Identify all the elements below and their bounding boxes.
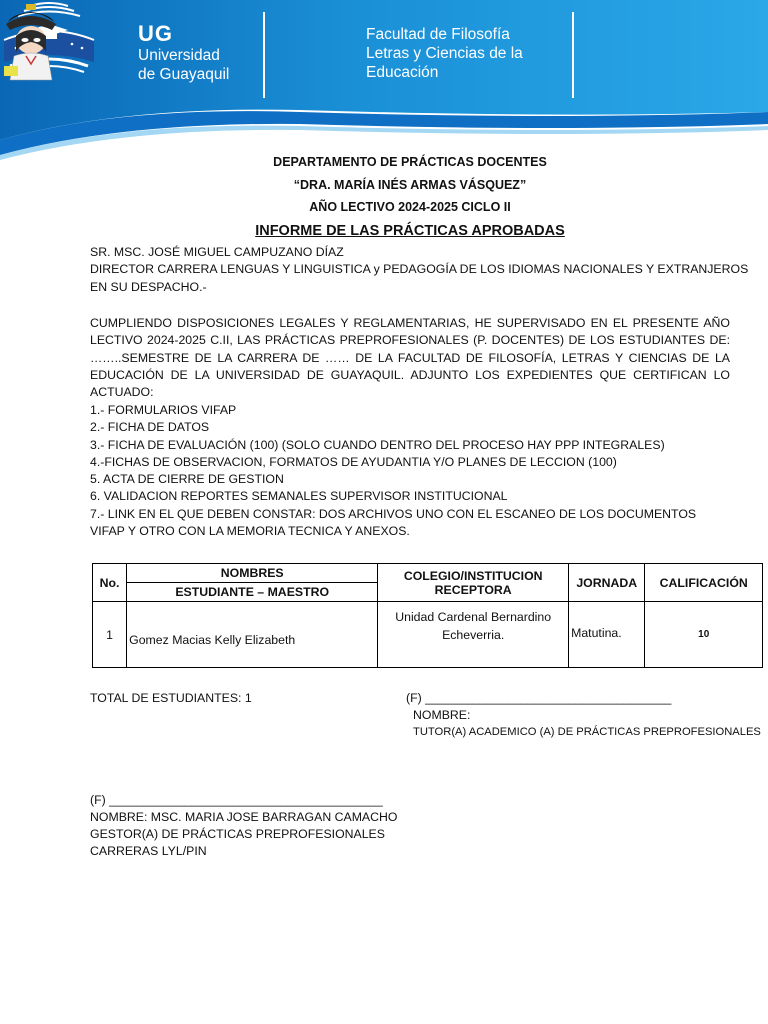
tutor-signature-line: (F) ____________________________________	[406, 691, 672, 705]
header-colegio-line2: RECEPTORA	[434, 582, 512, 597]
gestor-signature-block	[90, 792, 397, 860]
ug-abbr: UG	[138, 21, 173, 46]
tutor-role: TUTOR(A) ACADEMICO (A) DE PRÁCTICAS PREPROFESIONALES	[413, 726, 761, 738]
addressee-name: SR. MSC. JOSÉ MIGUEL CAMPUZANO DÍAZ	[90, 245, 344, 259]
total-students: TOTAL DE ESTUDIANTES: 1	[90, 691, 252, 705]
header-banner	[0, 0, 768, 160]
gestor-careers: CARRERAS LYL/PIN	[90, 844, 207, 858]
faculty-emblem-icon	[0, 0, 62, 82]
gestor-name: NOMBRE: MSC. MARIA JOSE BARRAGAN CAMACHO	[90, 810, 398, 824]
ug-name-line2: de Guayaquil	[138, 66, 230, 83]
gestor-signature-line: (F) ________________________________________	[90, 793, 383, 807]
students-table	[92, 563, 763, 668]
list-item: 1.- FORMULARIOS VIFAP	[90, 403, 237, 417]
cell-colegio: Unidad Cardenal Bernardino Echeverria.	[378, 602, 569, 668]
ug-name-line1: Universidad	[138, 47, 220, 64]
faculty-name	[366, 25, 523, 82]
cell-nombre: Gomez Macias Kelly Elizabeth	[127, 602, 378, 668]
ug-wordmark	[138, 22, 229, 84]
table-row	[93, 602, 763, 668]
list-item: 5. ACTA DE CIERRE DE GESTION	[90, 472, 284, 487]
department-named-heading: “DRA. MARÍA INÉS ARMAS VÁSQUEZ”	[293, 178, 527, 192]
tutor-signature-block	[406, 690, 761, 741]
header-colegio-line1: COLEGIO/INSTITUCION	[403, 568, 543, 583]
addressee-title: DIRECTOR CARRERA LENGUAS Y LINGUISTICA y PEDAGOGÍA DE LOS IDIOMAS NACIONALES Y EXTRANJEROS	[90, 262, 749, 276]
list-item: 6. VALIDACION REPORTES SEMANALES SUPERVISOR INSTITUCIONAL	[90, 489, 508, 504]
gestor-role: GESTOR(A) DE PRÁCTICAS PREPROFESIONALES	[90, 827, 385, 841]
cell-calificacion: 10	[645, 602, 763, 668]
header-nombres: NOMBRES	[127, 564, 378, 583]
body-paragraph: CUMPLIENDO DISPOSICIONES LEGALES Y REGLAMENTARIAS, HE SUPERVISADO EN EL PRESENTE AÑO LECTIVO 2024-2025 C.II, LAS PRÁCTICAS PREPROFESIONALES (P. DOCENTES) DE LOS ESTUDIANTES DE: ……..SEMESTRE DE LA CARRERA DE …… DE LA FACULTAD DE FILOSOFÍA, LETRAS Y CIENCIAS DE LA EDUCACIÓN DE LA UNIVERSIDAD DE GUAYAQUIL. ADJUNTO LOS EXPEDIENTES QUE CERTIFICAN LO ACTUADO:	[90, 316, 730, 400]
header-divider-right	[572, 12, 574, 98]
table-header-row	[93, 564, 763, 583]
faculty-line2: Letras y Ciencias de la	[366, 45, 523, 62]
header-colegio	[378, 564, 569, 602]
header-estudiante: ESTUDIANTE – MAESTRO	[127, 583, 378, 602]
cell-no: 1	[93, 602, 127, 668]
faculty-line1: Facultad de Filosofía	[366, 26, 510, 43]
academic-year-heading: AÑO LECTIVO 2024-2025 CICLO II	[309, 200, 511, 214]
tutor-name: NOMBRE:	[413, 708, 471, 722]
list-item: 7.- LINK EN EL QUE DEBEN CONSTAR: DOS ARCHIVOS UNO CON EL ESCANEO DE LOS DOCUMENTOS VIFAP Y OTRO CON LA MEMORIA TECNICA Y ANEXOS.	[90, 506, 697, 539]
header-no: No.	[93, 564, 127, 602]
header-calificacion: CALIFICACIÓN	[645, 564, 763, 602]
header-divider-left	[263, 12, 265, 98]
addressee-office: EN SU DESPACHO.-	[90, 280, 207, 294]
cell-jornada: Matutina.	[569, 602, 645, 668]
page-title: INFORME DE LAS PRÁCTICAS APROBADAS	[255, 223, 565, 239]
list-item: 3.- FICHA DE EVALUACIÓN (100) (SOLO CUANDO DENTRO DEL PROCESO HAY PPP INTEGRALES)	[90, 437, 665, 452]
header-jornada: JORNADA	[569, 564, 645, 602]
documents-list	[90, 402, 740, 540]
list-item: 4.-FICHAS DE OBSERVACION, FORMATOS DE AYUDANTIA Y/O PLANES DE LECCION (100)	[90, 454, 617, 469]
list-item: 2.- FICHA DE DATOS	[90, 420, 210, 435]
faculty-line3: Educación	[366, 64, 439, 81]
department-heading: DEPARTAMENTO DE PRÁCTICAS DOCENTES	[273, 155, 547, 169]
